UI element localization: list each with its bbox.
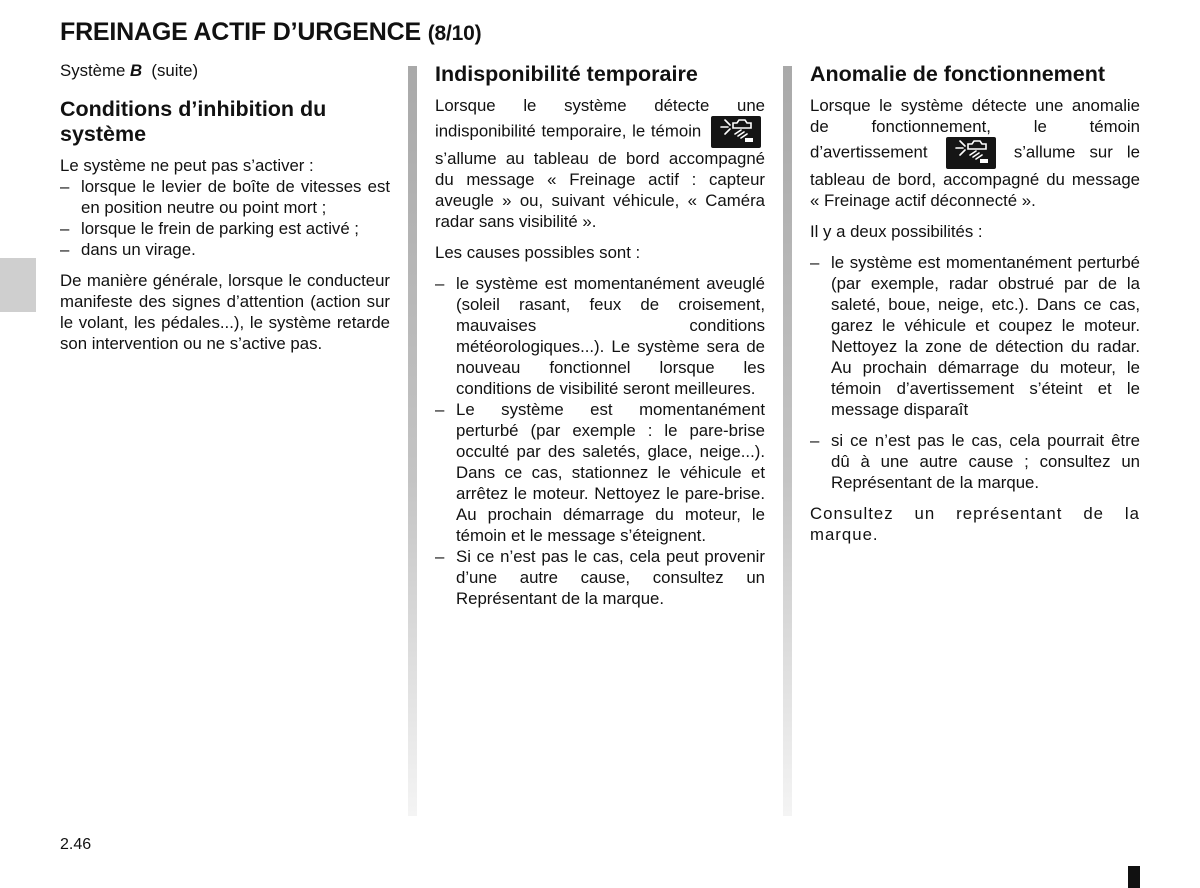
list-item: – le système est momentanément perturbé (par exemple, radar obstrué par de la saleté, boue, neige, etc.). Dans ce cas, garez le véhicule et coupez le moteur. Nettoyez la zone de détection du radar. Au prochain démarrage du moteur, le témoin d’avertissement s’éteint et le message disparaît [810, 252, 1140, 420]
list-item: – si ce n’est pas le cas, cela pourrait être dû à une autre cause ; consultez un Représentant de la marque. [810, 430, 1140, 493]
emergency-brake-warning-icon [711, 116, 761, 148]
malfunction-paragraph [810, 95, 1140, 211]
paragraph-text-end: s’allume au tableau de bord accompagné du message « Freinage actif : capteur aveugle » ou, suivant véhicule, « Caméra radar sans visibilité ». [435, 149, 765, 231]
paragraph-text-end: s’allume sur le tableau de bord, accompagné du message « Freinage actif déconnecté ». [810, 142, 1140, 210]
inhibition-intro: Le système ne peut pas s’activer : [60, 156, 314, 175]
list-item: – Si ce n’est pas le cas, cela peut provenir d’une autre cause, consultez un Représentant de la marque. [435, 546, 765, 609]
causes-intro: Les causes possibles sont : [435, 243, 641, 262]
possibilities-list [810, 252, 1140, 493]
paragraph-text-start: Lorsque le système détecte une anomalie de fonctionnement, le témoin d’avertissement [810, 96, 1140, 162]
causes-list [435, 273, 765, 609]
column-malfunction [810, 60, 1140, 555]
inhibition-list [60, 176, 390, 260]
title-part-number: (8/10) [427, 22, 482, 45]
heading-inhibition-conditions: Conditions d’inhibition du système [60, 97, 327, 146]
column-divider [408, 66, 417, 816]
heading-temporary-unavailability: Indisponibilité temporaire [435, 62, 698, 86]
system-letter: B [129, 61, 143, 80]
inhibition-paragraph: De manière générale, lorsque le conducteur manifeste des signes d’attention (action sur le volant, les pédales...), le système retarde son intervention ou ne s’active pas. [60, 271, 390, 353]
system-suffix: (suite) [151, 61, 199, 80]
column-divider [783, 66, 792, 816]
heading-malfunction: Anomalie de fonctionnement [810, 62, 1106, 86]
chapter-tab [0, 258, 36, 312]
system-prefix: Système [60, 61, 126, 80]
closing-paragraph: Consultez un représentant de la marque. [810, 504, 1140, 544]
title-text: FREINAGE ACTIF D’URGENCE [60, 18, 421, 46]
list-item: – Le système est momentanément perturbé (par exemple : le pare-brise occulté par des saletés, glace, neige...). Dans ce cas, stationnez le véhicule et arrêtez le moteur. Nettoyez le pare-brise. Au prochain démarrage du moteur, le témoin et le message s’éteignent. [435, 399, 765, 546]
temporary-unavailability-paragraph [435, 95, 765, 232]
emergency-brake-warning-icon [946, 137, 996, 169]
page-corner-mark [1128, 866, 1140, 888]
list-item: – lorsque le levier de boîte de vitesses est en position neutre ou point mort ; [60, 176, 390, 218]
paragraph-text-start: Lorsque le système détecte une indisponibilité temporaire, le témoin [435, 96, 765, 141]
page-number: 2.46 [60, 836, 92, 853]
page-title [60, 18, 481, 47]
column-temporary-unavailability [435, 60, 765, 619]
column-inhibition [60, 60, 390, 364]
system-label [60, 60, 390, 81]
list-item: – dans un virage. [60, 239, 390, 260]
list-item: – lorsque le frein de parking est activé ; [60, 218, 390, 239]
possibilities-intro: Il y a deux possibilités : [810, 222, 983, 241]
list-item: – le système est momentanément aveuglé (soleil rasant, feux de croisement, mauvaises conditions météorologiques...). Le système sera de nouveau fonctionnel lorsque les conditions de visibilité seront meilleures. [435, 273, 765, 399]
